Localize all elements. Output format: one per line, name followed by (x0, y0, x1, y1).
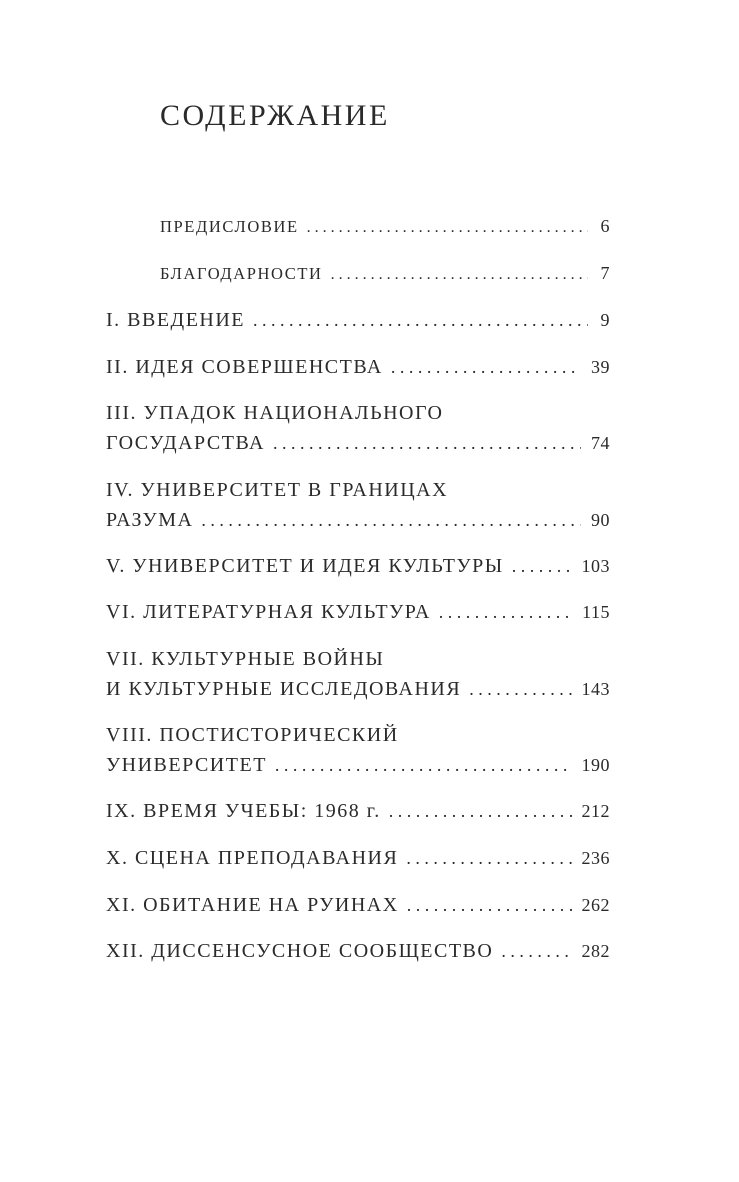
dot-leader (391, 352, 581, 382)
toc-entry-title: X. СЦЕНА ПРЕПОДАВАНИЯ (106, 847, 399, 869)
page-number: 282 (581, 941, 610, 961)
toc-entry-title: ГОСУДАРСТВА (106, 432, 265, 454)
toc-entry-title: БЛАГОДАРНОСТИ (160, 264, 323, 283)
toc-entry-title: I. ВВЕДЕНИЕ (106, 309, 246, 331)
dot-leader (253, 305, 588, 335)
toc-entry-title: ПРЕДИСЛОВИЕ (160, 217, 299, 236)
toc-entry[interactable] (106, 890, 610, 920)
toc-entry-line (106, 597, 610, 627)
toc-entry[interactable] (106, 475, 610, 535)
page-number: 74 (591, 433, 610, 453)
page-number: 103 (581, 556, 610, 576)
page-number: 6 (600, 216, 610, 236)
page-number: 262 (581, 895, 610, 915)
toc-entry-title: II. ИДЕЯ СОВЕРШЕНСТВА (106, 356, 383, 378)
toc-entry-line (106, 398, 610, 428)
toc-entry-title: УНИВЕРСИТЕТ (106, 754, 267, 776)
dot-leader (389, 796, 572, 826)
dot-leader (469, 674, 571, 704)
toc-entry-line (106, 305, 610, 335)
toc-entry-title: VIII. ПОСТИСТОРИЧЕСКИЙ (106, 724, 399, 746)
dot-leader (406, 843, 571, 873)
toc-entry[interactable] (106, 398, 610, 458)
toc-entry-line (106, 796, 610, 826)
toc-entry-line (106, 428, 610, 458)
toc-entry[interactable] (106, 936, 610, 966)
toc-entry[interactable] (106, 796, 610, 826)
page-number: 190 (581, 755, 610, 775)
toc-entry-title: VI. ЛИТЕРАТУРНАЯ КУЛЬТУРА (106, 601, 431, 623)
dot-leader (273, 428, 581, 458)
page-title: СОДЕРЖАНИЕ (160, 99, 390, 132)
page-number: 143 (581, 679, 610, 699)
dot-leader (501, 936, 571, 966)
toc-entry-line (106, 551, 610, 581)
toc-entry[interactable] (106, 551, 610, 581)
dot-leader (275, 750, 572, 780)
toc-entry-title: VII. КУЛЬТУРНЫЕ ВОЙНЫ (106, 648, 385, 670)
toc-entry[interactable] (106, 720, 610, 780)
toc-entry-title: III. УПАДОК НАЦИОНАЛЬНОГО (106, 402, 444, 424)
toc-entry-line (106, 644, 610, 674)
toc-entry-line (106, 475, 610, 505)
toc-entry[interactable] (106, 597, 610, 627)
page-number: 39 (591, 357, 610, 377)
dot-leader (439, 597, 572, 627)
dot-leader (307, 213, 588, 243)
toc-entry-line (106, 936, 610, 966)
page-number: 115 (582, 602, 610, 622)
toc-entry-line (106, 843, 610, 873)
toc-entry-line (106, 674, 610, 704)
dot-leader (407, 890, 572, 920)
toc-entry-title: РАЗУМА (106, 509, 194, 531)
toc-entry-line (106, 720, 610, 750)
toc-entry-line (160, 258, 610, 288)
page-number: 90 (591, 510, 610, 530)
page-number: 212 (581, 801, 610, 821)
toc-entry-title: XII. ДИССЕНСУСНОЕ СООБЩЕСТВО (106, 940, 494, 962)
dot-leader (331, 260, 588, 290)
toc-entry[interactable] (106, 843, 610, 873)
page-number: 7 (600, 263, 610, 283)
toc-entry-line (160, 211, 610, 241)
toc-entry-line (106, 352, 610, 382)
toc-entry[interactable] (106, 644, 610, 704)
toc-entry-line (106, 750, 610, 780)
toc-entry[interactable] (106, 305, 610, 335)
toc-entry-line (106, 890, 610, 920)
toc-entry-title: IX. ВРЕМЯ УЧЕБЫ: 1968 г. (106, 800, 381, 822)
toc-entry-title: XI. ОБИТАНИЕ НА РУИНАХ (106, 894, 399, 916)
toc-entry-line (106, 505, 610, 535)
toc-entry-title: И КУЛЬТУРНЫЕ ИССЛЕДОВАНИЯ (106, 678, 462, 700)
page-number: 236 (581, 848, 610, 868)
toc-entry-title: V. УНИВЕРСИТЕТ И ИДЕЯ КУЛЬТУРЫ (106, 555, 504, 577)
toc-entry[interactable] (106, 352, 610, 382)
page-number: 9 (600, 310, 610, 330)
dot-leader (201, 505, 581, 535)
toc-entry-title: IV. УНИВЕРСИТЕТ В ГРАНИЦАХ (106, 479, 449, 501)
toc-entry[interactable] (160, 258, 610, 288)
toc-entry[interactable] (160, 211, 610, 241)
dot-leader (512, 551, 572, 581)
